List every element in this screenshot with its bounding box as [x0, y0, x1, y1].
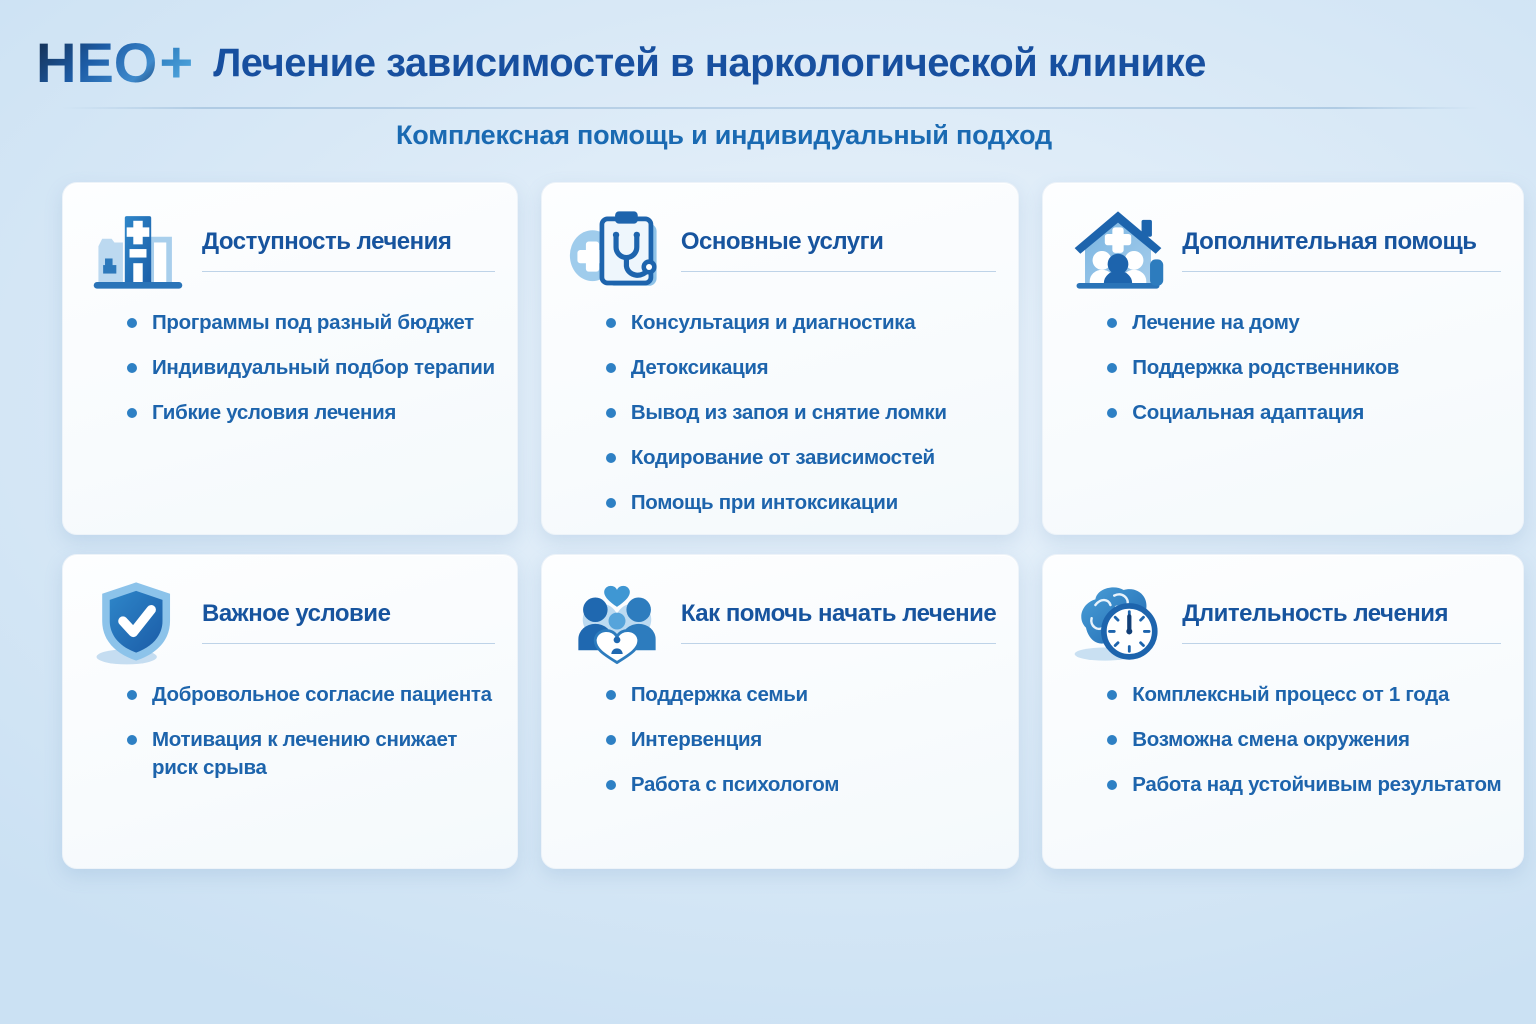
family-heart-icon — [568, 577, 666, 667]
hospital-icon — [89, 205, 187, 295]
card-treatment-accessibility — [62, 182, 518, 535]
list-item: Гибкие условия лечения — [127, 399, 495, 427]
list-item: Социальная адаптация — [1107, 399, 1501, 427]
list-item: Работа над устойчивым результатом — [1107, 771, 1501, 799]
page-header — [0, 0, 1536, 151]
list-item: Консультация и диагностика — [606, 309, 996, 337]
logo-plus-icon: + — [159, 30, 194, 95]
card-title: Длительность лечения — [1182, 600, 1501, 644]
clipboard-stethoscope-icon — [568, 205, 666, 295]
list-item: Индивидуальный подбор терапии — [127, 354, 495, 382]
list-item: Мотивация к лечению снижает риск срыва — [127, 726, 495, 782]
list-item: Добровольное согласие пациента — [127, 681, 495, 709]
card-bullet-list — [568, 309, 996, 517]
list-item: Работа с психологом — [606, 771, 996, 799]
list-item: Возможна смена окружения — [1107, 726, 1501, 754]
card-how-to-start-treatment — [541, 554, 1019, 869]
card-bullet-list — [1069, 309, 1501, 427]
header-divider — [62, 107, 1478, 109]
card-treatment-duration — [1042, 554, 1524, 869]
list-item: Программы под разный бюджет — [127, 309, 495, 337]
shield-check-icon — [89, 577, 187, 667]
list-item: Кодирование от зависимостей — [606, 444, 996, 472]
list-item: Комплексный процесс от 1 года — [1107, 681, 1501, 709]
list-item: Помощь при интоксикации — [606, 489, 996, 517]
card-title: Важное условие — [202, 600, 495, 644]
card-additional-help — [1042, 182, 1524, 535]
card-main-services — [541, 182, 1019, 535]
list-item: Поддержка родственников — [1107, 354, 1501, 382]
list-item: Интервенция — [606, 726, 996, 754]
card-title: Доступность лечения — [202, 228, 495, 272]
house-cross-icon — [1069, 205, 1167, 295]
neo-plus-logo — [36, 30, 194, 95]
list-item: Вывод из запоя и снятие ломки — [606, 399, 996, 427]
list-item: Лечение на дому — [1107, 309, 1501, 337]
card-important-condition — [62, 554, 518, 869]
list-item: Детоксикация — [606, 354, 996, 382]
card-bullet-list — [89, 681, 495, 782]
card-title: Как помочь начать лечение — [681, 600, 996, 644]
brain-clock-icon — [1069, 577, 1167, 667]
list-item: Поддержка семьи — [606, 681, 996, 709]
cards-grid — [62, 182, 1502, 869]
logo-text: НЕО — [36, 31, 158, 94]
card-bullet-list — [1069, 681, 1501, 799]
page-subtitle: Комплексная помощь и индивидуальный подход — [395, 120, 1052, 150]
card-title: Дополнительная помощь — [1182, 228, 1501, 272]
page-title: Лечение зависимостей в наркологической клинике — [213, 40, 1206, 85]
card-bullet-list — [89, 309, 495, 427]
card-bullet-list — [568, 681, 996, 799]
card-title: Основные услуги — [681, 228, 996, 272]
